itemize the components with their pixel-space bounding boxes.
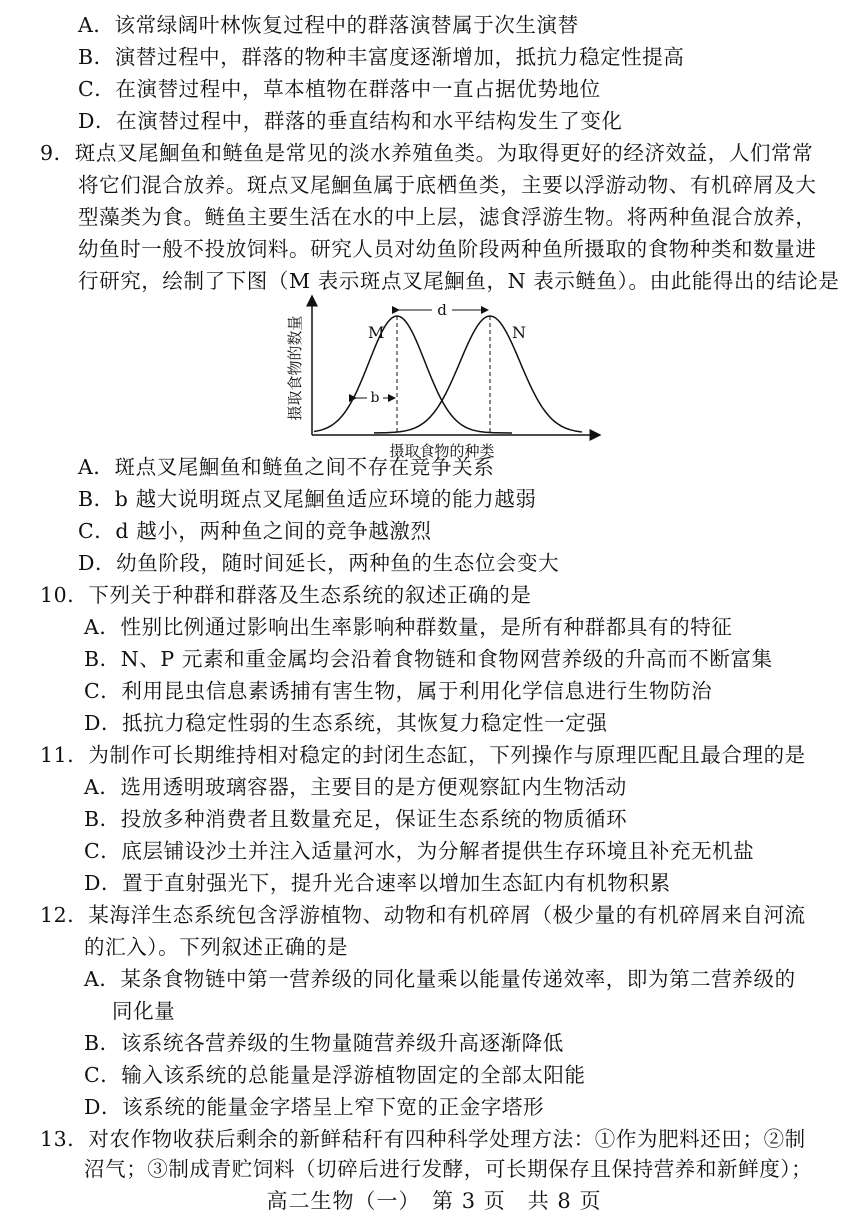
q11-option-c: C．底层铺设沙土并注入适量河水，为分解者提供生存环境且补充无机盐	[84, 839, 755, 863]
q9-stem-line-3: 型藻类为食。鲢鱼主要生活在水的中上层，滤食浮游生物。将两种鱼混合放养，	[78, 205, 817, 229]
q12-option-a-cont: 同化量	[112, 999, 176, 1023]
q12-stem-line-1: 12．某海洋生态系统包含浮游植物、动物和有机碎屑（极少量的有机碎屑来自河流	[40, 903, 806, 927]
q11-option-a: A．选用透明玻璃容器，主要目的是方便观察缸内生物活动	[84, 775, 627, 799]
q12-stem-line-2: 的汇入）。下列叙述正确的是	[84, 935, 349, 959]
q9-option-c: C．d 越小，两种鱼之间的竞争越激烈	[78, 519, 432, 543]
q11-option-b: B．投放多种消费者且数量充足，保证生态系统的物质循环	[84, 807, 628, 831]
q12-option-c: C．输入该系统的总能量是浮游植物固定的全部太阳能	[84, 1063, 586, 1087]
q9-stem-line-4: 幼鱼时一般不投放饲料。研究人员对幼鱼阶段两种鱼所摄取的食物种类和数量进	[78, 237, 817, 261]
q8-option-d: D．在演替过程中，群落的垂直结构和水平结构发生了变化	[78, 109, 623, 133]
label-d: d	[437, 301, 447, 319]
q8-option-c: C．在演替过程中，草本植物在群落中一直占据优势地位	[78, 77, 601, 101]
q8-option-b: B．演替过程中，群落的物种丰富度逐渐增加，抵抗力稳定性提高	[78, 45, 685, 69]
q13-stem-line-2: 沼气；③制成青贮饲料（切碎后进行发酵，可长期保存且保持营养和新鲜度）；	[84, 1157, 813, 1181]
q10-option-c: C．利用昆虫信息素诱捕有害生物，属于利用化学信息进行生物防治	[84, 679, 713, 703]
label-m: M	[368, 323, 385, 342]
q9-option-d: D．幼鱼阶段，随时间延长，两种鱼的生态位会变大	[78, 551, 560, 575]
q13-stem-line-1: 13．对农作物收获后剩余的新鲜秸秆有四种科学处理方法：①作为肥料还田；②制	[40, 1127, 806, 1151]
y-axis-label: 摄取食物的数量	[286, 315, 304, 421]
q8-option-a: A．该常绿阔叶林恢复过程中的群落演替属于次生演替	[78, 13, 579, 37]
q9-option-a: A．斑点叉尾鮰鱼和鲢鱼之间不存在竞争关系	[78, 455, 495, 479]
curve-n	[374, 316, 582, 433]
q9-stem-line-5: 行研究，绘制了下图（M 表示斑点叉尾鮰鱼，N 表示鲢鱼）。由此能得出的结论是	[78, 269, 840, 293]
q11-stem: 11．为制作可长期维持相对稳定的封闭生态缸，下列操作与原理匹配且最合理的是	[40, 743, 806, 767]
label-n: N	[512, 323, 526, 342]
q10-option-b: B．N、P 元素和重金属均会沿着食物链和食物网营养级的升高而不断富集	[84, 647, 773, 671]
q9-stem-line-2: 将它们混合放养。斑点叉尾鮰鱼属于底栖鱼类，主要以浮游动物、有机碎屑及大	[78, 173, 817, 197]
q9-option-b: B．b 越大说明斑点叉尾鮰鱼适应环境的能力越弱	[78, 487, 537, 511]
q12-option-a: A．某条食物链中第一营养级的同化量乘以能量传递效率，即为第二营养级的	[84, 967, 796, 991]
curve-m	[314, 316, 512, 433]
q12-option-d: D．该系统的能量金字塔呈上窄下宽的正金字塔形	[84, 1095, 545, 1119]
page-footer: 高二生物（一） 第 3 页 共 8 页	[266, 1189, 602, 1213]
q10-stem: 10．下列关于种群和群落及生态系统的叙述正确的是	[40, 583, 532, 607]
label-b: b	[370, 390, 380, 406]
q9-stem-line-1: 9．斑点叉尾鮰鱼和鲢鱼是常见的淡水养殖鱼类。为取得更好的经济效益，人们常常	[40, 141, 814, 165]
q12-option-b: B．该系统各营养级的生物量随营养级升高逐渐降低	[84, 1031, 564, 1055]
q9-figure	[282, 290, 622, 466]
q10-option-d: D．抵抗力稳定性弱的生态系统，其恢复力稳定性一定强	[84, 711, 608, 735]
q10-option-a: A．性别比例通过影响出生率影响种群数量，是所有种群都具有的特征	[84, 615, 733, 639]
q11-option-d: D．置于直射强光下，提升光合速率以增加生态缸内有机物积累	[84, 871, 671, 895]
x-axis-label: 摄取食物的种类	[389, 442, 495, 460]
